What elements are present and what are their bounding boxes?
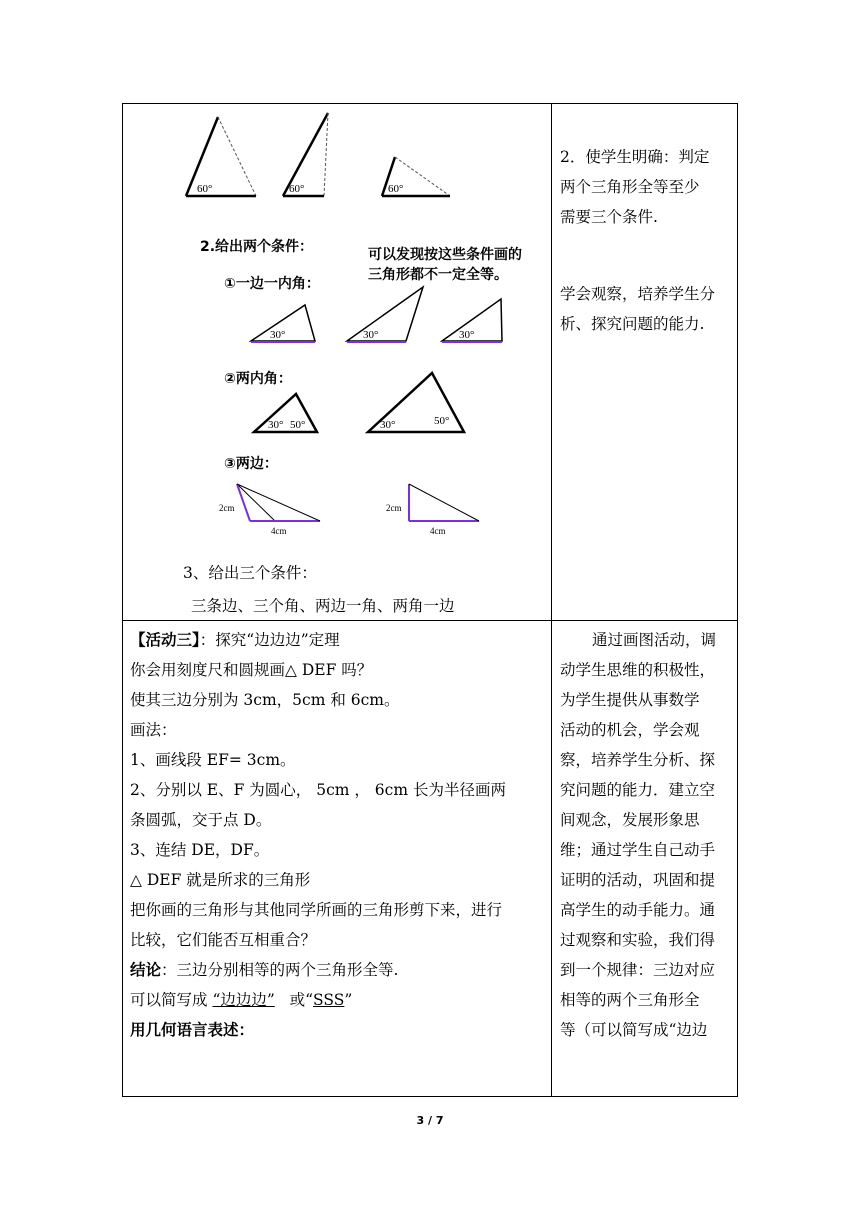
activity-label: 【活动三】 (130, 630, 200, 649)
text-line: 到一个规律：三边对应 (560, 961, 716, 979)
text-line: 2．使学生明确：判定 (560, 148, 710, 166)
side-label: 2cm (386, 503, 402, 513)
text-line: 等（可以简写成“边边 (560, 1021, 708, 1039)
angle-label: 60° (289, 183, 305, 195)
text-line: 为学生提供从事数学 (560, 691, 700, 709)
table-row-divider (122, 620, 738, 621)
angle-label: 30° (459, 329, 475, 341)
text-line: 使其三边分别为 3cm，5cm 和 6cm。 (130, 691, 400, 709)
text-line: 相等的两个三角形全 (560, 991, 700, 1009)
activity-title-text: ：探究“边边边”定理 (199, 631, 340, 649)
side-label: 4cm (430, 526, 446, 536)
text-line: 两个三角形全等至少 (560, 178, 700, 196)
conclusion-text: ：三边分别相等的两个三角形全等. (161, 961, 399, 979)
abbr-suffix: ” (344, 991, 353, 1009)
text-line: 通过画图活动，调 (592, 631, 717, 649)
text-line: 高学生的动手能力。通 (560, 901, 716, 919)
page-number: 3 / 7 (416, 1114, 444, 1127)
conclusion-label: 结论 (130, 960, 162, 979)
text-line: 比较，它们能否互相重合？ (130, 931, 317, 949)
table-bottom-border (122, 1096, 738, 1097)
abbr-sss: SSS (313, 991, 345, 1009)
text-line: 2、分别以 E、F 为圆心， 5cm ， 6cm 长为半径画两 (130, 781, 506, 799)
sub-heading-3: ③两边： (224, 456, 278, 472)
angle-label: 50° (290, 419, 306, 431)
text-line: 过观察和实验，我们得 (560, 931, 716, 949)
triangle-two-sides-a (237, 484, 320, 521)
triangle-two-sides-b (409, 484, 479, 521)
angle-label: 30° (380, 419, 396, 431)
text-line: 察，培养学生分析、探 (560, 751, 716, 769)
side-label: 4cm (271, 526, 287, 536)
activity-three (130, 625, 506, 1045)
text-line: 画法： (130, 721, 177, 739)
note-line-2: 三角形都不一定全等。 (368, 267, 508, 283)
angle-label: 30° (363, 329, 379, 341)
angle-label: 60° (197, 183, 213, 195)
text-line: 究问题的能力．建立空 (560, 781, 716, 799)
abbr-mid: 或“ (289, 991, 314, 1009)
triangle-figures (123, 104, 551, 618)
text-line: 需要三个条件. (560, 208, 658, 226)
sub-heading-2: ②两内角： (224, 371, 292, 387)
table-right-border (737, 103, 738, 1097)
geometry-language-label: 用几何语言表述： (130, 1020, 255, 1039)
abbr-sss-chinese: “边边边” (212, 991, 275, 1009)
two-conditions-heading: 2.给出两个条件： (200, 239, 314, 255)
text-line: △ DEF 就是所求的三角形 (130, 871, 311, 889)
triangle-30-50-small (254, 394, 317, 432)
text-line: 间观念，发展形象思 (560, 811, 700, 829)
angle-label: 30° (270, 329, 286, 341)
text-line: 条圆弧，交于点 D。 (130, 811, 272, 829)
triangle-30-b (347, 287, 423, 342)
text-line: 3、连结 DE，DF。 (130, 841, 270, 859)
text-line: 证明的活动，巩固和提 (560, 871, 716, 889)
angle-label: 50° (434, 415, 450, 427)
text-line: 1、画线段 EF= 3cm。 (130, 751, 296, 769)
angle-label: 60° (388, 183, 404, 195)
abbr-prefix: 可以简写成 (130, 991, 208, 1009)
top-right-goal (560, 142, 709, 232)
text-line: 学会观察，培养学生分 (560, 285, 716, 303)
text-line: 析、探究问题的能力. (560, 315, 705, 333)
text-line: 把你画的三角形与其他同学所画的三角形剪下来，进行 (130, 901, 503, 919)
text-line: 维；通过学生自己动手 (560, 841, 716, 859)
angle-label: 30° (268, 419, 284, 431)
three-conditions-heading: 3、给出三个条件： (183, 564, 317, 582)
conclusion-line (130, 955, 506, 985)
note-line-1: 可以发现按这些条件画的 (368, 247, 522, 263)
sub-heading-1: ①一边一内角： (224, 276, 320, 292)
activity-title (130, 625, 506, 655)
top-right-ability (560, 279, 715, 339)
text-line: 活动的机会，学会观 (560, 721, 700, 739)
three-conditions-list: 三条边、三个角、两边一角、两角一边 (191, 597, 455, 615)
table-column-divider (551, 103, 552, 1097)
bottom-right-notes (560, 625, 716, 1045)
text-line: 动学生思维的积极性， (560, 661, 716, 679)
side-label: 2cm (219, 503, 235, 513)
abbreviation-line (130, 985, 506, 1015)
text-line: 你会用刻度尺和圆规画△ DEF 吗？ (130, 661, 373, 679)
